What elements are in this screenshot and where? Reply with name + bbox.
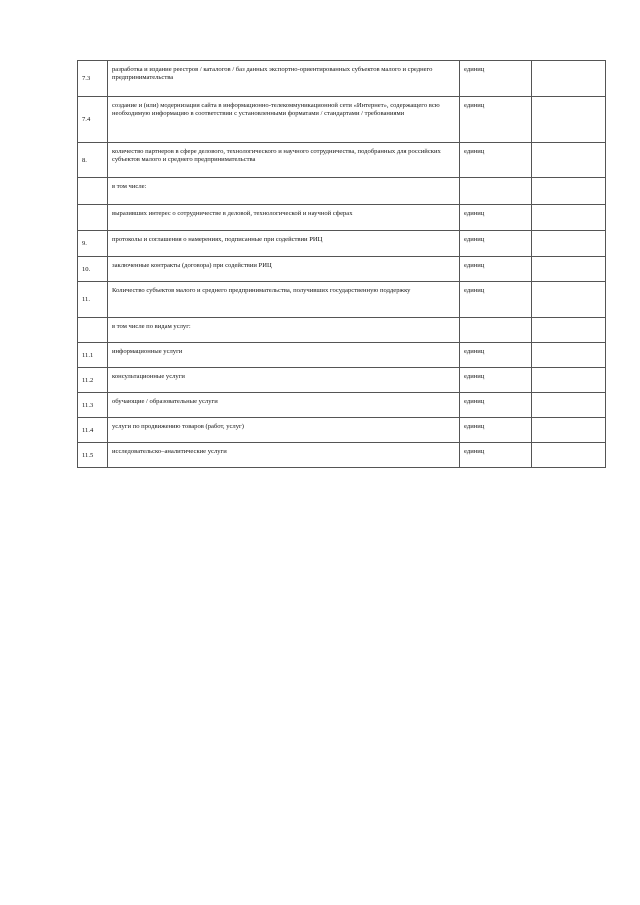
row-number: 7.3 xyxy=(78,61,108,97)
indicator-name: количество партнеров в сфере делового, технологического и научного сотрудничества, подобранных для российских субъектов малого и среднего предпринимательства xyxy=(108,143,460,178)
row-number xyxy=(78,318,108,343)
value-cell xyxy=(532,143,606,178)
row-number: 11.1 xyxy=(78,343,108,368)
value-cell xyxy=(532,231,606,257)
table-row xyxy=(78,393,606,418)
row-number: 10. xyxy=(78,257,108,282)
value-cell xyxy=(532,318,606,343)
row-number: 11.4 xyxy=(78,418,108,443)
unit-cell: единиц xyxy=(460,282,532,318)
row-number: 11. xyxy=(78,282,108,318)
indicator-name: создание и (или) модернизация сайта в информационно-телекоммуникационной сети «Интернет», содержащего всю необходимую информацию в соответствии с установленными форматами / стандартами / требованиями xyxy=(108,97,460,143)
indicator-name: разработка и издание реестров / каталогов / баз данных экспортно-ориентированных субъектов малого и среднего предпринимательства xyxy=(108,61,460,97)
indicator-name: в том числе по видам услуг: xyxy=(108,318,460,343)
value-cell xyxy=(532,393,606,418)
unit-cell: единиц xyxy=(460,393,532,418)
indicator-name: выразивших интерес о сотрудничестве в деловой, технологической и научной сферах xyxy=(108,205,460,231)
table-row xyxy=(78,282,606,318)
value-cell xyxy=(532,418,606,443)
unit-cell: единиц xyxy=(460,231,532,257)
row-number: 11.2 xyxy=(78,368,108,393)
table-row xyxy=(78,257,606,282)
indicator-name: обучающие / образовательные услуги xyxy=(108,393,460,418)
value-cell xyxy=(532,368,606,393)
value-cell xyxy=(532,443,606,468)
unit-cell xyxy=(460,178,532,205)
unit-cell: единиц xyxy=(460,368,532,393)
unit-cell: единиц xyxy=(460,443,532,468)
table-row xyxy=(78,418,606,443)
value-cell xyxy=(532,178,606,205)
indicators-table-body xyxy=(78,61,606,468)
row-number xyxy=(78,178,108,205)
row-number: 7.4 xyxy=(78,97,108,143)
indicator-name: информационные услуги xyxy=(108,343,460,368)
value-cell xyxy=(532,61,606,97)
indicator-name: в том числе: xyxy=(108,178,460,205)
unit-cell: единиц xyxy=(460,418,532,443)
table-row xyxy=(78,205,606,231)
unit-cell: единиц xyxy=(460,205,532,231)
table-row xyxy=(78,231,606,257)
unit-cell: единиц xyxy=(460,61,532,97)
table-row xyxy=(78,61,606,97)
table-row xyxy=(78,97,606,143)
row-number: 9. xyxy=(78,231,108,257)
table-row xyxy=(78,143,606,178)
indicator-name: Количество субъектов малого и среднего предпринимательства, получивших государственную поддержку xyxy=(108,282,460,318)
table-row xyxy=(78,343,606,368)
table-row xyxy=(78,443,606,468)
indicator-name: услуги по продвижению товаров (работ, услуг) xyxy=(108,418,460,443)
row-number: 11.5 xyxy=(78,443,108,468)
value-cell xyxy=(532,257,606,282)
value-cell xyxy=(532,282,606,318)
indicator-name: протоколы и соглашения о намерениях, подписанные при содействии РИЦ xyxy=(108,231,460,257)
unit-cell: единиц xyxy=(460,257,532,282)
unit-cell: единиц xyxy=(460,143,532,178)
table-row xyxy=(78,178,606,205)
row-number xyxy=(78,205,108,231)
table-row xyxy=(78,368,606,393)
unit-cell xyxy=(460,318,532,343)
indicators-table xyxy=(77,60,606,468)
indicator-name: консультационные услуги xyxy=(108,368,460,393)
table-row xyxy=(78,318,606,343)
value-cell xyxy=(532,97,606,143)
unit-cell: единиц xyxy=(460,97,532,143)
row-number: 8. xyxy=(78,143,108,178)
value-cell xyxy=(532,205,606,231)
unit-cell: единиц xyxy=(460,343,532,368)
row-number: 11.3 xyxy=(78,393,108,418)
indicator-name: заключенные контракты (договора) при содействии РИЦ xyxy=(108,257,460,282)
indicator-name: исследовательско–аналитические услуги xyxy=(108,443,460,468)
value-cell xyxy=(532,343,606,368)
